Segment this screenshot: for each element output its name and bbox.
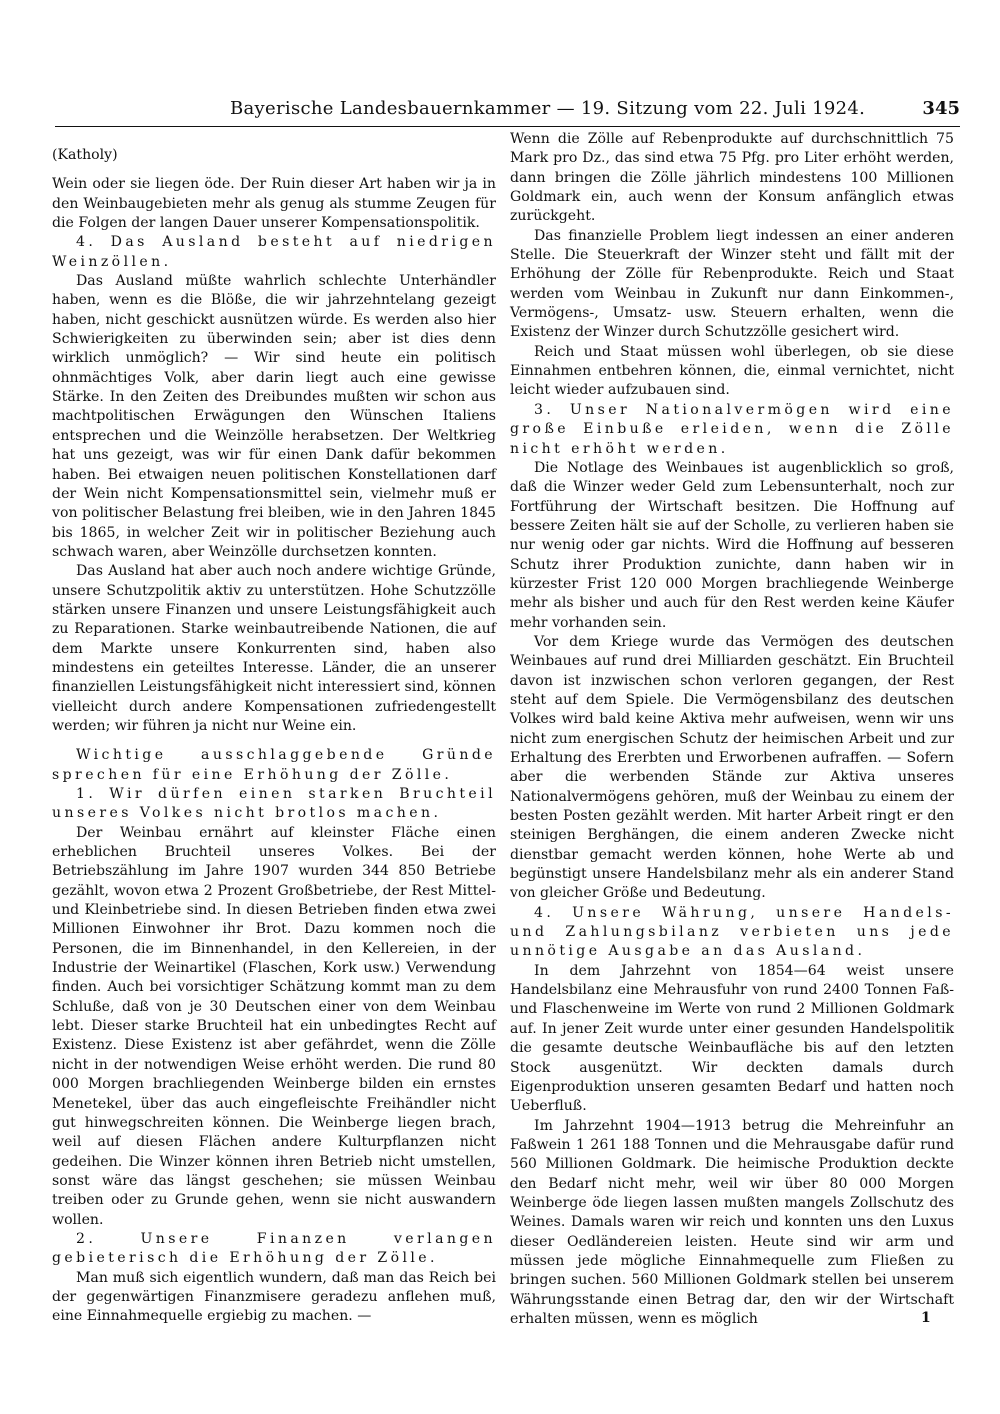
section-heading: 4. Unsere Währung, unsere Handels- und Zahlungsbilanz verbieten uns jede unnötige Ausgabe an das Ausland. — [510, 904, 954, 960]
left-column — [52, 146, 496, 1327]
page-header — [55, 98, 960, 127]
paragraph: Reich und Staat müssen wohl überlegen, ob sie diese Einnahmen entbehren können, die, einmal vernichtet, nicht leicht wieder aufzubauen sind. — [510, 343, 954, 399]
right-column — [510, 130, 954, 1329]
speaker-name: (Katholy) — [52, 147, 118, 163]
page-number: 345 — [922, 98, 960, 119]
footer-mark: 1 — [921, 1310, 931, 1326]
running-title: Bayerische Landesbauernkammer — 19. Sitzung vom 22. Juli 1924. — [230, 98, 866, 119]
paragraph: In dem Jahrzehnt von 1854—64 weist unsere Handelsbilanz eine Mehrausfuhr von rund 2400 Tonnen Faß- und Flaschenweine im Werte von rund 2 Millionen Goldmark auf. In jener Zeit wurde unter einer gesunden Handelspolitik die gesamte deutsche Weinbaufläche bis auf den letzten Stock ausgenützt. Wir deckten damals durch Eigenproduktion unseren gesamten Bedarf und hatten noch Ueberfluß. — [510, 962, 954, 1115]
paragraph: Das Ausland müßte wahrlich schlechte Unterhändler haben, wenn es die Blöße, die wir jahrzehntelang gezeigt haben, nicht geschickt ausnützen würde. Es werden also hier Schwierigkeiten zu überwinden sein; aber ist dies denn wirklich unmöglich? — Wir sind heute ein politisch ohnmächtiges Volk, aber darin liegt auch eine gewisse Stärke. In den Zeiten des Dreibundes mußten wir schon aus machtpolitischen Erwägungen den Wünschen Italiens entsprechen und die Weinzölle herabsetzen. Der Weltkrieg hat uns gezeigt, was wir für einen Dank dafür bekommen haben. Bei etwaigen neuen politischen Konstellationen darf der Wein nicht Kompensationsmittel sein, vielmehr muß er von politischer Belastung frei bleiben, wie in den Jahren 1845 bis 1865, in welcher Zeit wir in politischer Beziehung auch schwach waren, aber Weinzölle durchsetzen konnten. — [52, 273, 496, 560]
section-heading: 2. Unsere Finanzen verlangen gebieterisch die Erhöhung der Zölle. — [52, 1230, 496, 1267]
section-heading: 4. Das Ausland besteht auf niedrigen Weinzöllen. — [52, 234, 496, 270]
paragraph: Wein oder sie liegen öde. Der Ruin dieser Art haben wir ja in den Weinbaugebieten mehr als genug als stumme Zeugen für die Folgen der langen Dauer unserer Kompensationspolitik. — [52, 176, 496, 232]
paragraph: Im Jahrzehnt 1904—1913 betrug die Mehreinfuhr an Faßwein 1 261 188 Tonnen und die Mehrausgabe dafür rund 560 Millionen Goldmark. Die heimische Produktion deckte den Bedarf nicht mehr, weil wir über 80 000 Morgen Weinberge öde liegen lassen mußten mangels Zollschutz des Weines. Damals waren wir reich und konnten uns den Luxus dieser Oedländereien leisten. Heute sind wir arm und müssen jede mögliche Einnahmequelle zum Fließen zu bringen suchen. 560 Millionen Goldmark stellen bei unserem Währungsstande einen Betrag dar, den wir der Wirtschaft erhalten müssen, wenn es möglich — [510, 1117, 954, 1327]
paragraph: Die Notlage des Weinbaues ist augenblicklich so groß, daß die Winzer weder Geld zum Lebensunterhalt, noch zur Fortführung der Wirtschaft besitzen. Die Hoffnung auf bessere Zeiten hält sie auf der Scholle, zu verlieren haben sie nur wenig oder gar nichts. Wird die Hoffnung auf besseren Schutz ihrer Produktion zunichte, dann haben wir in kürzester Frist 120 000 Morgen brachliegende Weinberge mehr als bisher und auch für den Rest werden keine Käufer mehr vorhanden sein. — [510, 459, 954, 631]
paragraph: Der Weinbau ernährt auf kleinster Fläche einen erheblichen Bruchteil unseres Volkes. Bei der Betriebszählung im Jahre 1907 wurden 344 850 Betriebe gezählt, wovon etwa 2 Prozent Großbetriebe, der Rest Mittel- und Kleinbetriebe sind. In diesen Betrieben finden etwa zwei Millionen Einwohner ihr Brot. Dazu kommen noch die Personen, die im Binnenhandel, in den Kellereien, in der Industrie der Weinartikel (Flaschen, Kork usw.) Verwendung finden. Auch bei vorsichtiger Schätzung kommt man zu dem Schluße, daß von je 30 Deutschen einer von dem Weinbau lebt. Dieser starke Bruchteil hat ein unbedingtes Recht auf Existenz. Diese Existenz ist aber gefährdet, wenn die Zölle nicht in der notwendigen Weise erhöht werden. Die rund 80 000 Morgen brachliegenden Weinberge bilden ein ernstes Menetekel, über das auch eingefleischte Freihändler nicht gut hinwegschreiten können. Die Weinberge liegen brach, weil auf diesen Flächen andere Kulturpflanzen nicht gedeihen. Die Winzer können ihren Betrieb nicht umstellen, sonst wäre das längst geschehen; sie müssen Weinbau treiben oder zu Grunde gehen, wenn sie nicht auswandern wollen. — [52, 824, 496, 1228]
paragraph: Vor dem Kriege wurde das Vermögen des deutschen Weinbaues auf rund drei Milliarden geschätzt. Ein Bruchteil davon ist inzwischen schon verloren gegangen, der Rest steht auf dem Spiele. Die Vermögensbilanz des deutschen Volkes wird bald keine Aktiva mehr aufweisen, wenn wir uns nicht zum energischen Schutz der heimischen Arbeit und zur Erhaltung des Ererbten und Erworbenen aufraffen. — Sofern aber die werbenden Stände zur Aktiva unseres Nationalvermögens gehören, muß der Weinbau zu einem der besten Posten gezählt werden. Mit harter Arbeit ringt er den steinigen Berghängen, die einem anderen Zwecke nicht dienstbar gemacht werden können, hohe Werte ab und begünstigt unsere Handelsbilanz mehr als ein anderer Stand von gleicher Größe und Bedeutung. — [510, 633, 954, 902]
section-heading: 3. Unser Nationalvermögen wird eine große Einbuße erleiden, wenn die Zölle nicht erhöht werden. — [510, 401, 954, 457]
main-heading: Wichtige ausschlaggebende Gründe sprechen für eine Erhöhung der Zölle. — [52, 747, 496, 783]
paragraph: Wenn die Zölle auf Rebenprodukte auf durchschnittlich 75 Mark pro Dz., das sind etwa 75 Pfg. pro Liter erhöht werden, dann bringen die Zölle jährlich mindestens 100 Millionen Goldmark ein, auch wenn der Konsum anfänglich etwas zurückgeht. — [510, 131, 954, 225]
paragraph: Das Ausland hat aber auch noch andere wichtige Gründe, unsere Schutzpolitik aktiv zu unterstützen. Hohe Schutzzölle stärken unsere Finanzen und unsere Leistungsfähigkeit auch zu Reparationen. Starke weinbautreibende Nationen, die auf dem Markte unsere Konkurrenten sind, haben also mindestens ein geteiltes Interesse. Länder, die an unserer finanziellen Leistungsfähigkeit nicht interessiert sind, können vielleicht durch andere Kompensationen zufriedengestellt werden; wir führen ja nicht nur Weine ein. — [52, 563, 496, 734]
section-heading: 1. Wir dürfen einen starken Bruchteil unseres Volkes nicht brotlos machen. — [52, 786, 496, 822]
paragraph: Das finanzielle Problem liegt indessen an einer anderen Stelle. Die Steuerkraft der Winzer steht und fällt mit der Erhöhung der Zölle für Rebenprodukte. Reich und Staat werden vom Weinbau in Zukunft nur dann Einkommen-, Vermögens-, Umsatz- usw. Steuern erhalten, wenn die Existenz der Winzer durch Schutzzölle gesichert wird. — [510, 227, 954, 341]
paragraph: Man muß sich eigentlich wundern, daß man das Reich bei der gegenwärtigen Finanzmisere geradezu anflehen muß, eine Einnahmequelle ergiebig zu machen. — — [52, 1269, 496, 1325]
